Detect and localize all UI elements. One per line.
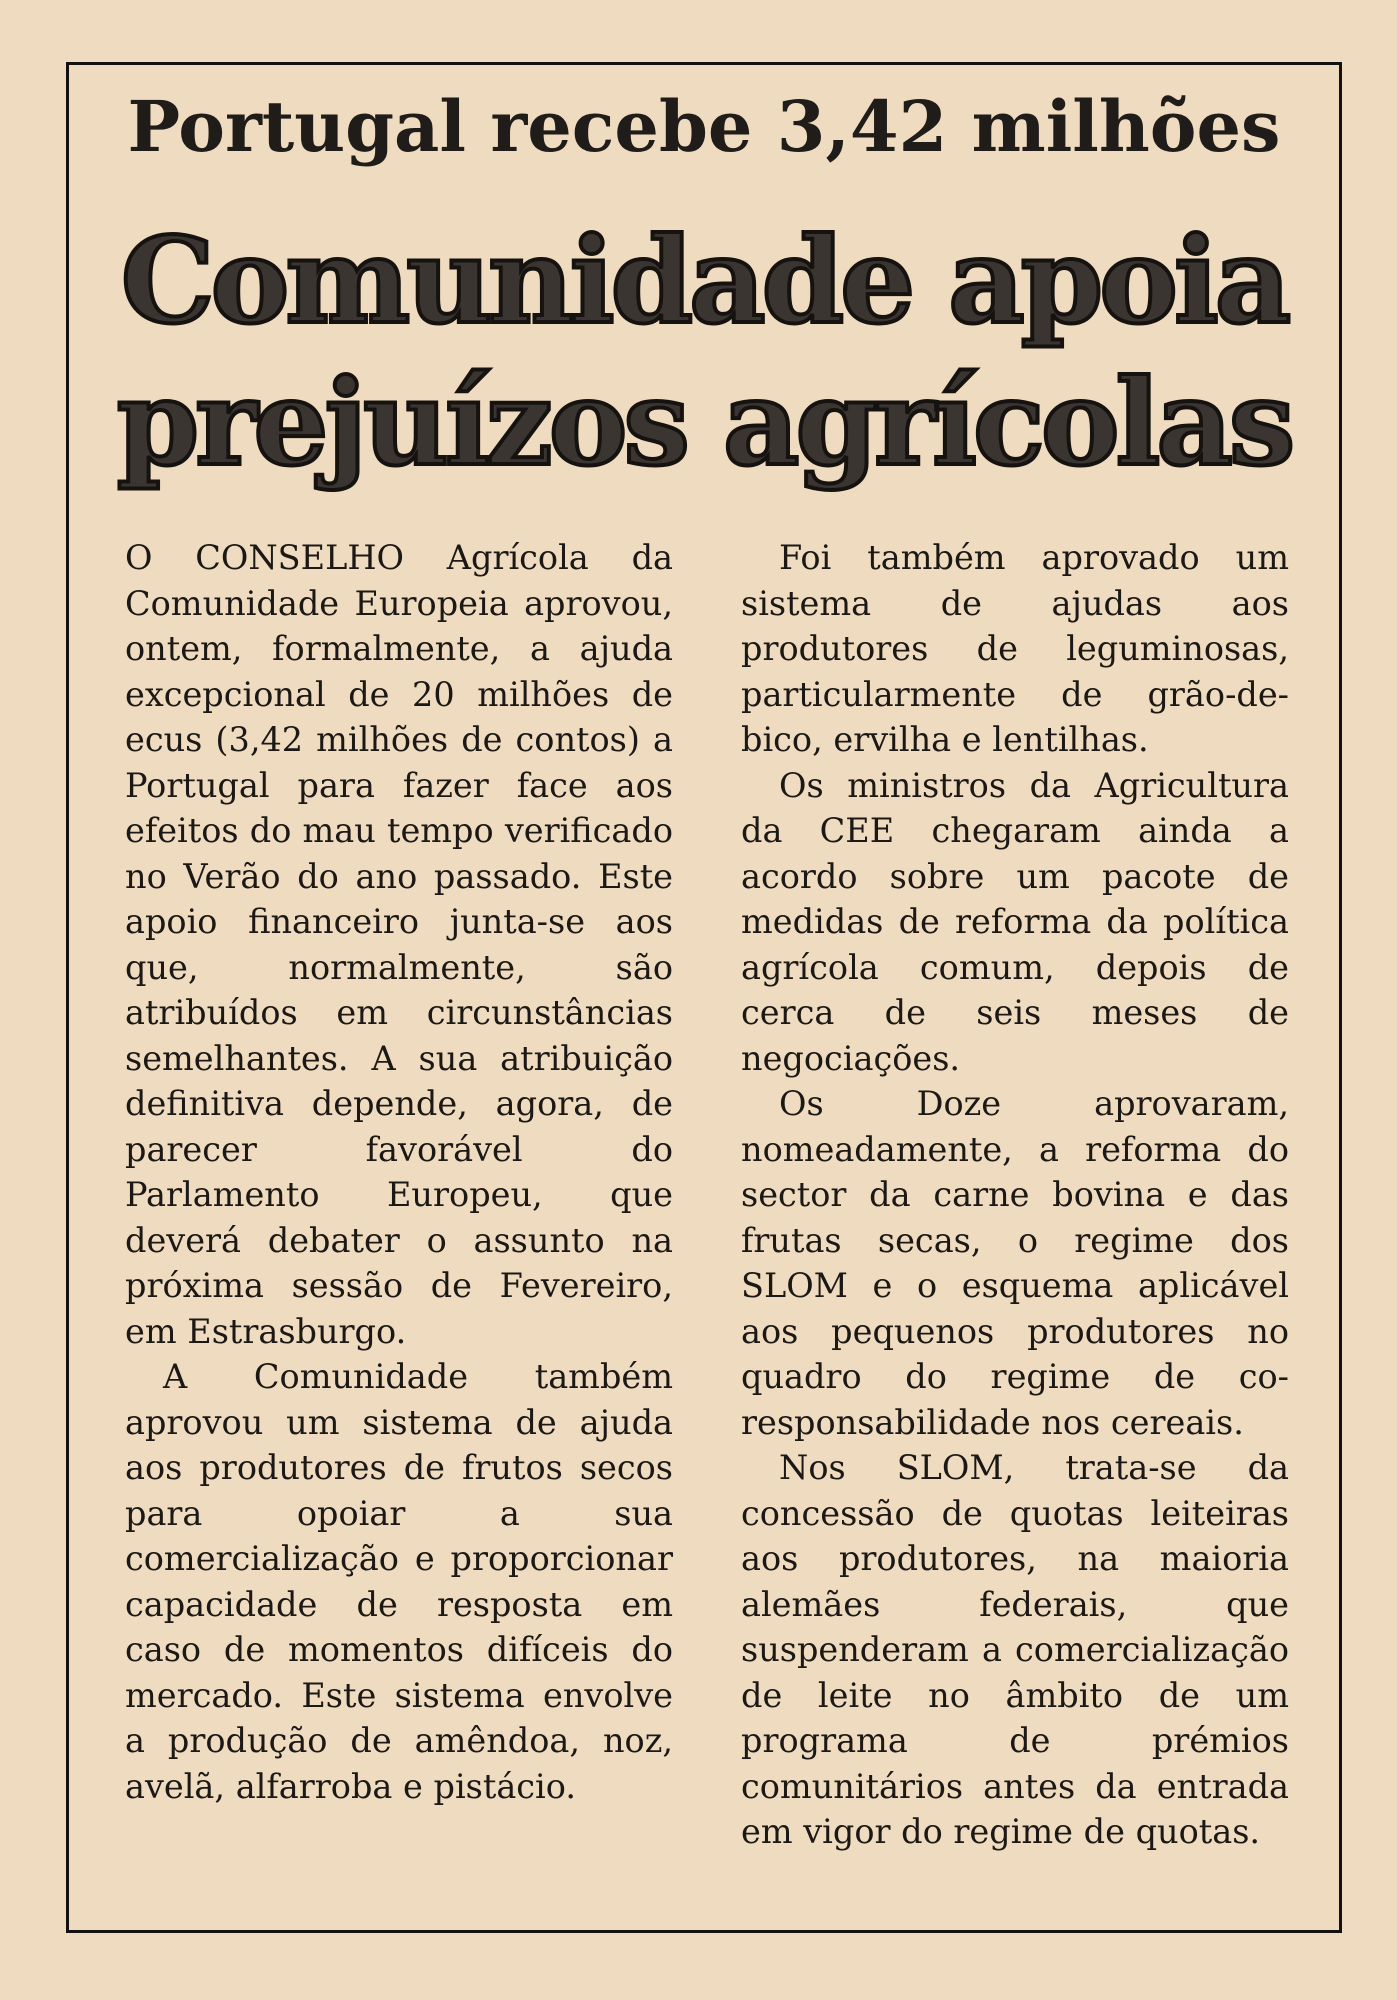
article-paragraph: Foi também aprovado um sistema de ajudas aos produtores de leguminosas, particularmente de grão-de-bico, ervilha e lentilhas. [741,538,1289,759]
article-paragraph: Os ministros da Agricultura da CEE chegaram ainda a acordo sobre um pacote de medidas de reforma da política agrícola comum, depois de cerca de seis meses de negociações. [741,765,1289,1078]
article-column-left [125,535,673,1809]
article-paragraph: Nos SLOM, trata-se da concessão de quotas leiteiras aos produtores, na maioria alemães federais, que suspenderam a comercialização de leite no âmbito de um programa de prémios comunitários antes da entrada em vigor do regime de quotas. [741,1448,1289,1851]
article-paragraph: O CONSELHO Agrícola da Comunidade Europeia aprovou, ontem, formalmente, a ajuda excepcional de 20 milhões de ecus (3,42 milhões de contos) a Portugal para fazer face aos efeitos do mau tempo verificado no Verão do ano passado. Este apoio financeiro junta-se aos que, normalmente, são atribuídos em circunstâncias semelhantes. A sua atribuição definitiva depende, agora, de parecer favorável do Parlamento Europeu, que deverá debater o assunto na próxima sessão de Fevereiro, em Estrasburgo. [125,538,673,1351]
article-headline [69,210,1339,494]
article-kicker: Portugal recebe 3,42 milhões [127,85,1281,168]
article-paragraph: A Comunidade também aprovou um sistema de ajuda aos produtores de frutos secos para opoiar a sua comercialização e proporcionar capacidade de resposta em caso de momentos difíceis do mercado. Este sistema envolve a produção de amêndoa, noz, avelã, alfarroba e pistácio. [125,1357,673,1806]
newspaper-clipping [66,62,1342,1933]
headline-line-2: prejuízos agrícolas [116,353,1292,492]
article-paragraph: Os Doze aprovaram, nomeadamente, a reforma do sector da carne bovina e das frutas secas, o regime dos SLOM e o esquema aplicável aos pequenos produtores no quadro do regime de co-responsabilidade nos cereais. [741,1084,1289,1442]
article-column-right [741,535,1289,1855]
headline-line-1: Comunidade apoia [120,211,1288,350]
